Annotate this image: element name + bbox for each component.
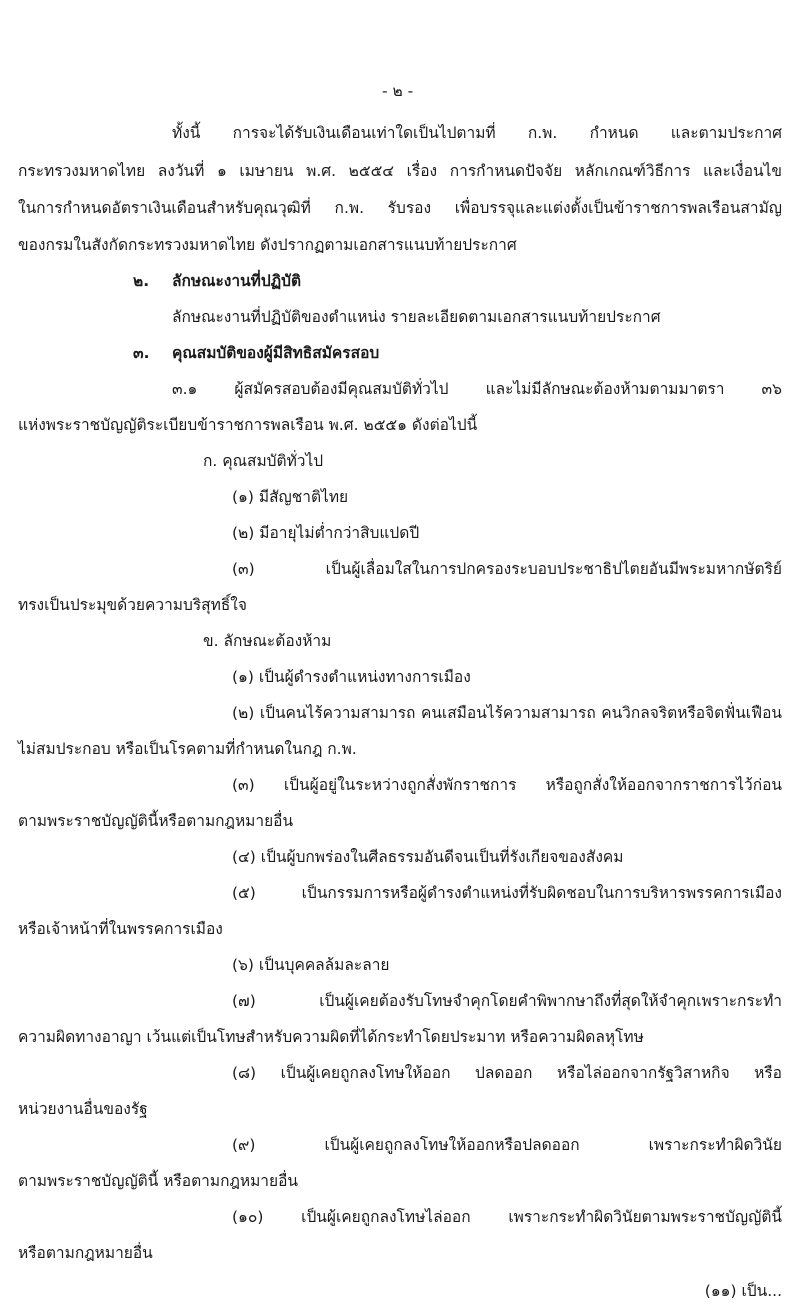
general-item-1 [232,484,348,510]
item-text: เป็นกรรมการหรือผู้ดำรงตำแหน่งที่รับผิดชอบในการบริหารพรรคการเมือง [301,884,782,902]
item-number: (๙) [232,1136,256,1154]
item-text: เป็นผู้เคยถูกลงโทษไล่ออก เพราะกระทำผิดวินัยตามพระราชบัญญัตินี้ [301,1208,782,1226]
section-2-body: ลักษณะงานที่ปฏิบัติของตำแหน่ง รายละเอียดตามเอกสารแนบท้ายประกาศ [172,308,661,326]
section-2-title: ลักษณะงานที่ปฏิบัติ [172,272,302,290]
item-text: เป็นคนไร้ความสามารถ คนเสมือนไร้ความสามารถ คนวิกลจริตหรือจิตฟั่นเฟือน [259,704,782,722]
general-item-3 [232,556,782,582]
general-heading: ก. คุณสมบัติทั่วไป [203,452,324,470]
item-text: เป็นผู้เคยถูกลงโทษให้ออกหรือปลดออก เพราะกระทำผิดวินัย [324,1136,782,1154]
section-3-number: ๓. [133,344,150,362]
item-number: (๑) [232,668,254,686]
prohibited-item-3-continuation: ตามพระราชบัญญัตินี้หรือตามกฎหมายอื่น [18,812,294,830]
prohibited-item-9-continuation: ตามพระราชบัญญัตินี้ หรือตามกฎหมายอื่น [18,1172,298,1190]
item-number: (๑) [232,488,254,506]
item-text: เป็นผู้เคยต้องรับโทษจำคุกโดยคำพิพากษาถึงที่สุดให้จำคุกเพราะกระทำ [319,992,782,1010]
intro-line-1: ทั้งนี้ การจะได้รับเงินเดือนเท่าใดเป็นไปตามที่ ก.พ. กำหนด และตามประกาศ [172,124,782,142]
item-number: (๓) [232,776,255,794]
section-3-title: คุณสมบัติของผู้มีสิทธิสมัครสอบ [172,344,380,362]
item-number: (๖) [232,956,254,974]
prohibited-item-2-continuation: ไม่สมประกอบ หรือเป็นโรคตามที่กำหนดในกฎ ก.พ. [18,740,357,758]
item-number: (๒) [232,704,255,722]
item-text: มีอายุไม่ต่ำกว่าสิบแปดปี [259,524,420,542]
item-text: เป็นผู้ดำรงตำแหน่งทางการเมือง [258,668,471,686]
item-text: เป็นผู้เลื่อมใสในการปกครองระบอบประชาธิปไตยอันมีพระมหากษัตริย์ [325,560,782,578]
item-number: (๒) [232,524,255,542]
prohibited-item-1 [232,664,471,690]
section-3-1-line-2: แห่งพระราชบัญญัติระเบียบข้าราชการพลเรือน พ.ศ. ๒๕๕๑ ดังต่อไปนี้ [18,416,478,434]
prohibited-item-9 [232,1132,782,1158]
prohibited-item-4 [232,844,623,870]
continuation-marker: (๑๑) เป็น... [704,1282,782,1300]
item-number: (๑๐) [232,1208,264,1226]
item-number: (๓) [232,560,255,578]
intro-line-2: กระทรวงมหาดไทย ลงวันที่ ๑ เมษายน พ.ศ. ๒๕๕๔ เรื่อง การกำหนดปัจจัย หลักเกณฑ์วิธีการ และเงื่อนไข [18,162,782,180]
item-number: (๕) [232,884,256,902]
prohibited-item-6 [232,952,390,978]
prohibited-item-10-continuation: หรือตามกฎหมายอื่น [18,1244,153,1262]
item-text: มีสัญชาติไทย [258,488,349,506]
prohibited-item-10 [232,1204,782,1230]
prohibited-item-7 [232,988,782,1014]
prohibited-item-8 [232,1060,782,1086]
item-number: (๘) [232,1064,257,1082]
prohibited-item-3 [232,772,782,798]
prohibited-heading: ข. ลักษณะต้องห้าม [203,632,332,650]
prohibited-item-5-continuation: หรือเจ้าหน้าที่ในพรรคการเมือง [18,920,223,938]
item-text: เป็นบุคคลล้มละลาย [258,956,390,974]
item-text: เป็นผู้อยู่ในระหว่างถูกสั่งพักราชการ หรือถูกสั่งให้ออกจากราชการไว้ก่อน [283,776,782,794]
prohibited-item-5 [232,880,782,906]
section-2-number: ๒. [133,272,150,290]
prohibited-item-7-continuation: ความผิดทางอาญา เว้นแต่เป็นโทษสำหรับความผิดที่ได้กระทำโดยประมาท หรือความผิดลหุโทษ [18,1028,644,1046]
general-item-2 [232,520,419,546]
page-number: - ๒ - [382,82,414,100]
item-text: เป็นผู้เคยถูกลงโทษให้ออก ปลดออก หรือไล่ออกจากรัฐวิสาหกิจ หรือ [280,1064,782,1082]
general-item-3-continuation: ทรงเป็นประมุขด้วยความบริสุทธิ์ใจ [18,596,247,614]
intro-line-4: ของกรมในสังกัดกระทรวงมหาดไทย ดังปรากฏตามเอกสารแนบท้ายประกาศ [18,236,517,254]
item-number: (๔) [232,848,256,866]
section-3-1-line-1: ๓.๑ ผู้สมัครสอบต้องมีคุณสมบัติทั่วไป และไม่มีลักษณะต้องห้ามตามมาตรา ๓๖ [172,380,782,398]
intro-line-3: ในการกำหนดอัตราเงินเดือนสำหรับคุณวุฒิที่ ก.พ. รับรอง เพื่อบรรจุและแต่งตั้งเป็นข้าราชการพลเรือนสามัญ [18,199,782,217]
item-number: (๗) [232,992,256,1010]
prohibited-item-8-continuation: หน่วยงานอื่นของรัฐ [18,1100,148,1118]
prohibited-item-2 [232,700,782,726]
item-text: เป็นผู้บกพร่องในศีลธรรมอันดีจนเป็นที่รังเกียจของสังคม [260,848,624,866]
